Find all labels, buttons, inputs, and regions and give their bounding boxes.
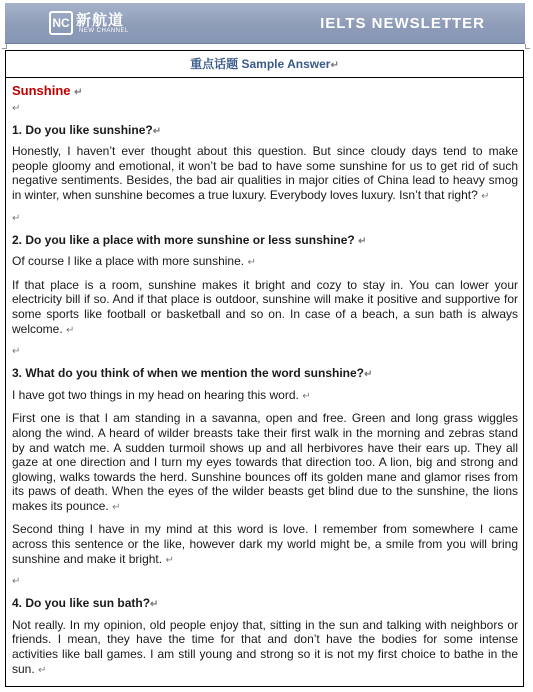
document-title-text: Sunshine [12,83,71,98]
answer-text: I have got two things in my head on hearing this word. [12,387,299,402]
banner-title: IELTS NEWSLETTER [320,15,485,32]
logo-chinese-name: 新航道 [76,11,125,29]
answer-text: First one is that I am standing in a savanna, open and free. Green and long grass wiggles along the wind. A heard of wilder breasts take their first walk in the morning and zebras stand by and watch me. A sudden turmoil shows up and all herbivores have their ears up. They all gaze at one direction and I turn my eyes towards that direction too. A lion, big and strong and glowing, walks towards the herd. Sunshine bounces off its golden mane and glamor rises from its paws of death. When the eyes of the wilder beasts get blind due to the sunshine, the lions makes its pounce. [12,411,518,513]
question-heading [12,366,518,383]
new-channel-logo [49,9,159,39]
document-frame [5,50,524,687]
answer-paragraph [12,388,518,405]
paragraph-mark: ↵ [247,257,256,269]
answer-text: Not really. In my opinion, old people enjoy that, sitting in the sun and talking with neighbors or friends. I mean, they have the time for that and don’t have the bodies for some intense activities like ball games. I am still young and strong so it is not my first choice to bathe in the sun. [12,617,518,676]
blank-line: ↵ [12,346,21,358]
paragraph-mark: ↵ [364,369,373,381]
section-header [6,51,523,78]
answer-text: Of course I like a place with more sunshine. [12,254,245,269]
blank-line: ↵ [12,212,21,224]
paragraph-mark: ↵ [152,125,162,137]
question-text: 4. Do you like sun bath? [12,596,151,611]
logo-english-name: NEW CHANNEL [79,28,129,34]
answer-paragraph [12,254,518,271]
corner-mark [525,44,530,49]
question-text: 2. Do you like a place with more sunshine or less sunshine? [12,232,355,247]
question-heading [12,123,518,140]
paragraph-mark: ↵ [74,87,83,98]
paragraph-mark: ↵ [150,599,159,611]
answer-paragraph [12,522,518,568]
corner-mark [2,44,7,49]
paragraph-mark: ↵ [358,235,367,247]
answer-paragraph [12,144,518,204]
paragraph-mark: ↵ [38,664,47,676]
blank-line: ↵ [12,102,21,114]
answer-paragraph [12,278,518,338]
question-heading [12,596,518,613]
blank-line: ↵ [12,576,21,588]
section-header-label: 重点话题 Sample Answer [190,57,331,71]
logo-mark: NC [49,11,73,35]
answer-paragraph [12,411,518,515]
paragraph-mark: ↵ [165,554,174,566]
newsletter-banner [5,3,525,43]
document-title [12,84,518,101]
paragraph-mark: ↵ [302,390,311,402]
paragraph-mark: ↵ [330,60,339,71]
question-text: 1. Do you like sunshine? [12,122,153,137]
document-body [6,78,523,678]
question-text: 3. What do you think of when we mention the word sunshine? [12,366,365,381]
answer-text: If that place is a room, sunshine makes it bright and cozy to stay in. You can lower your electricity bill if so. And if that place is outdoor, sunshine will make it positive and supportive for some sports like football or basketball and so on. In case of a beach, a sun bath is always welcome. [12,277,518,336]
paragraph-mark: ↵ [66,324,75,336]
answer-text: Honestly, I haven’t ever thought about this question. But since cloudy days tend to make people gloomy and emotional, it won’t be bad to have some sunshine for us to get rid of such negative sentiments. Besides, the bad air qualities in major cities of China lead to heavy smog in winter, when sunshine becomes a true luxury. Everybody loves luxury. Isn’t that right? [12,144,518,202]
paragraph-mark: ↵ [481,190,490,202]
question-heading [12,233,518,250]
answer-text: Second thing I have in my mind at this word is love. I remember from somewhere I came across this sentence or the like, however dark my world might be, a smile from you will bring sunshine and make it bright. [12,522,518,566]
answer-paragraph [12,618,518,678]
paragraph-mark: ↵ [112,501,121,513]
